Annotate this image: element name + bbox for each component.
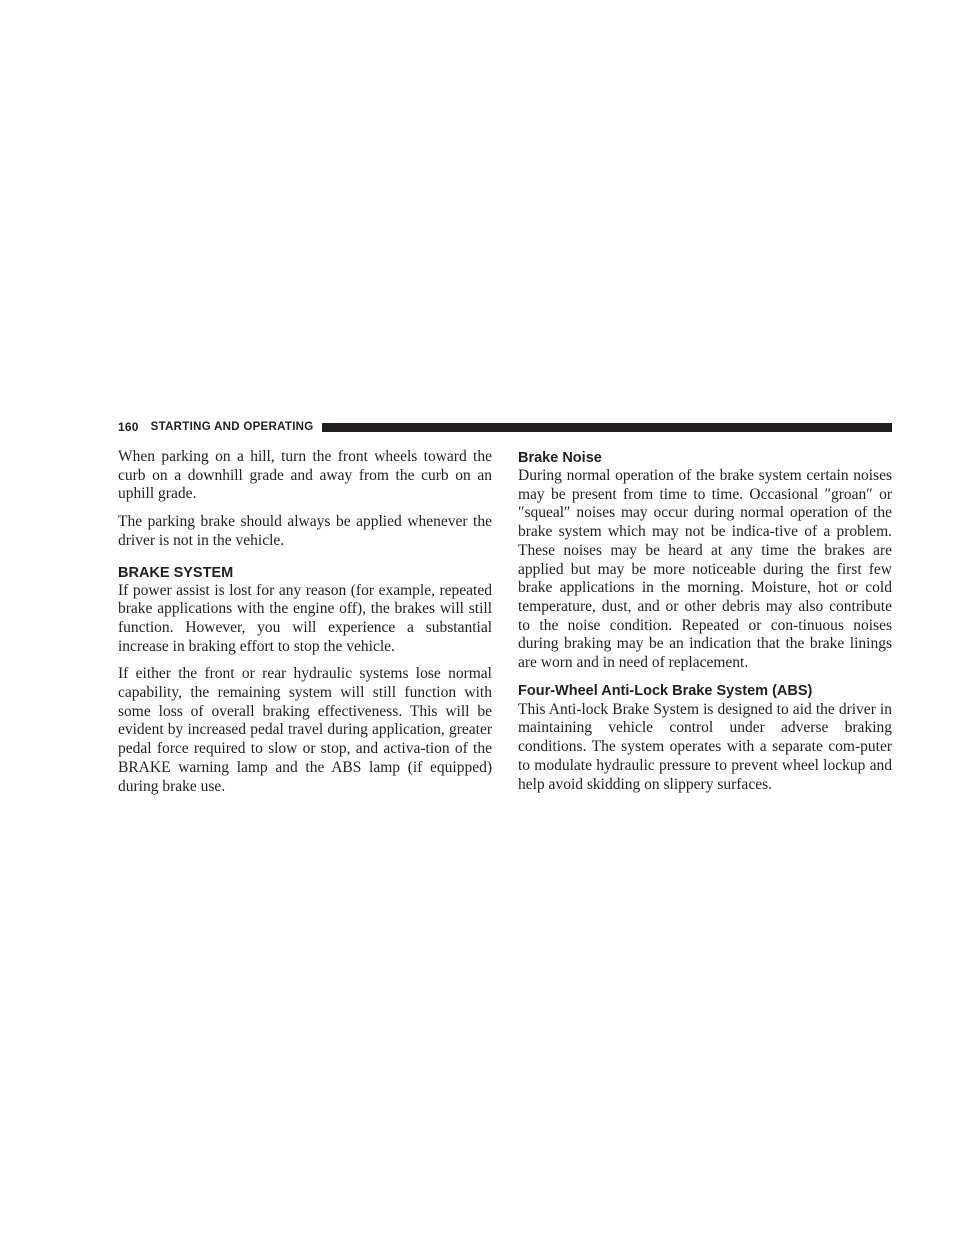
left-column (118, 448, 492, 805)
paragraph-hydraulic-systems: If either the front or rear hydraulic systems lose normal capability, the remaining system will still function with some loss of overall braking effectiveness. This will be evident by increased pedal travel during application, greater pedal force required to slow or stop, and activa-tion of the BRAKE warning lamp and the ABS lamp (if equipped) during brake use. (118, 665, 492, 795)
right-column (518, 448, 892, 803)
paragraph-abs: This Anti-lock Brake System is designed to aid the driver in maintaining vehicle control under adverse braking conditions. The system operates with a separate com-puter to modulate hydraulic pressure to prevent wheel lockup and help avoid skidding on slippery surfaces. (518, 700, 892, 793)
page-header (118, 419, 892, 435)
heading-brake-system: BRAKE SYSTEM (118, 564, 234, 581)
page-number: 160 (118, 420, 139, 434)
heading-brake-noise: Brake Noise (518, 450, 602, 466)
paragraph-parking-brake: The parking brake should always be applied whenever the driver is not in the vehicle. (118, 513, 492, 549)
heading-abs: Four-Wheel Anti-Lock Brake System (ABS) (518, 682, 813, 699)
header-rule-bar (322, 423, 892, 432)
paragraph-brake-noise: During normal operation of the brake system certain noises may be present from time to time. Occasional ″groan″ or ″squeal″ noises may occur during normal operation of the brake system which may not be indica-tive of a problem. These noises may be heard at any time the brakes are applied but may be more noticeable during the first few brake applications in the morning. Moisture, hot or cold temperature, dust, and or other debris may also contribute to the noise condition. Repeated or con-tinuous noises during braking may be an indication that the brake linings are worn and in need of replacement. (518, 467, 892, 672)
paragraph-power-assist: If power assist is lost for any reason (for example, repeated brake applications with the engine off), the brakes will still function. However, you will experience a substantial increase in braking effort to stop the vehicle. (118, 581, 492, 655)
paragraph-parking-hill: When parking on a hill, turn the front wheels toward the curb on a downhill grade and away from the curb on an uphill grade. (118, 448, 492, 503)
section-title: STARTING AND OPERATING (150, 421, 314, 433)
